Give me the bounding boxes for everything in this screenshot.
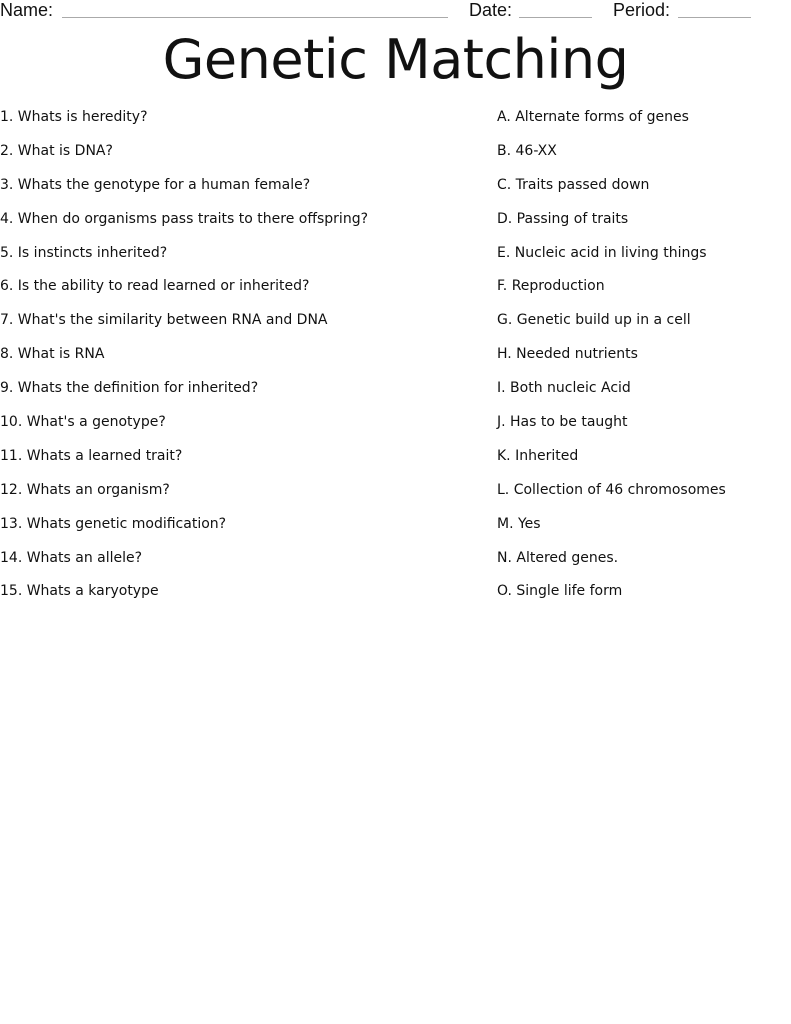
answer-item: K. Inherited: [497, 447, 579, 464]
question-item: 13. Whats genetic modification?: [0, 515, 227, 532]
question-item: 1. Whats is heredity?: [0, 109, 148, 125]
period-blank-line[interactable]: [678, 17, 751, 18]
question-item: 11. Whats a learned trait?: [0, 447, 183, 464]
answer-item: E. Nucleic acid in living things: [497, 244, 707, 261]
name-label: Name:: [0, 0, 54, 20]
answer-item: J. Has to be taught: [497, 414, 628, 431]
period-label: Period:: [613, 0, 671, 20]
answer-item: B. 46-XX: [497, 142, 557, 159]
question-item: 2. What is DNA?: [0, 142, 113, 159]
question-item: 15. Whats a karyotype: [0, 583, 159, 600]
question-item: 6. Is the ability to read learned or inherited?: [0, 278, 310, 295]
answer-item: L. Collection of 46 chromosomes: [497, 481, 726, 498]
date-label: Date:: [469, 0, 513, 20]
question-item: 5. Is instincts inherited?: [0, 244, 168, 261]
answer-item: C. Traits passed down: [497, 176, 650, 193]
question-item: 14. Whats an allele?: [0, 549, 143, 566]
answer-item: G. Genetic build up in a cell: [497, 312, 691, 329]
answer-item: A. Alternate forms of genes: [497, 109, 689, 125]
question-item: 7. What's the similarity between RNA and DNA: [0, 312, 328, 329]
name-blank-line[interactable]: [62, 17, 448, 18]
answer-item: M. Yes: [497, 515, 541, 532]
question-item: 8. What is RNA: [0, 346, 105, 363]
answer-item: O. Single life form: [497, 583, 623, 600]
answer-item: H. Needed nutrients: [497, 346, 638, 363]
answer-item: I. Both nucleic Acid: [497, 380, 631, 397]
date-blank-line[interactable]: [519, 17, 592, 18]
answer-item: N. Altered genes.: [497, 549, 619, 566]
question-item: 9. Whats the definition for inherited?: [0, 380, 259, 397]
answer-item: D. Passing of traits: [497, 210, 629, 227]
worksheet-header: [0, 0, 791, 22]
question-item: 3. Whats the genotype for a human female?: [0, 176, 311, 193]
answer-item: F. Reproduction: [497, 278, 605, 295]
questions-list: [0, 107, 480, 615]
page-title: Genetic Matching: [162, 28, 629, 91]
question-item: 10. What's a genotype?: [0, 414, 166, 431]
question-item: 12. Whats an organism?: [0, 481, 170, 498]
question-item: 4. When do organisms pass traits to there offspring?: [0, 210, 369, 227]
answers-list: [497, 107, 791, 615]
